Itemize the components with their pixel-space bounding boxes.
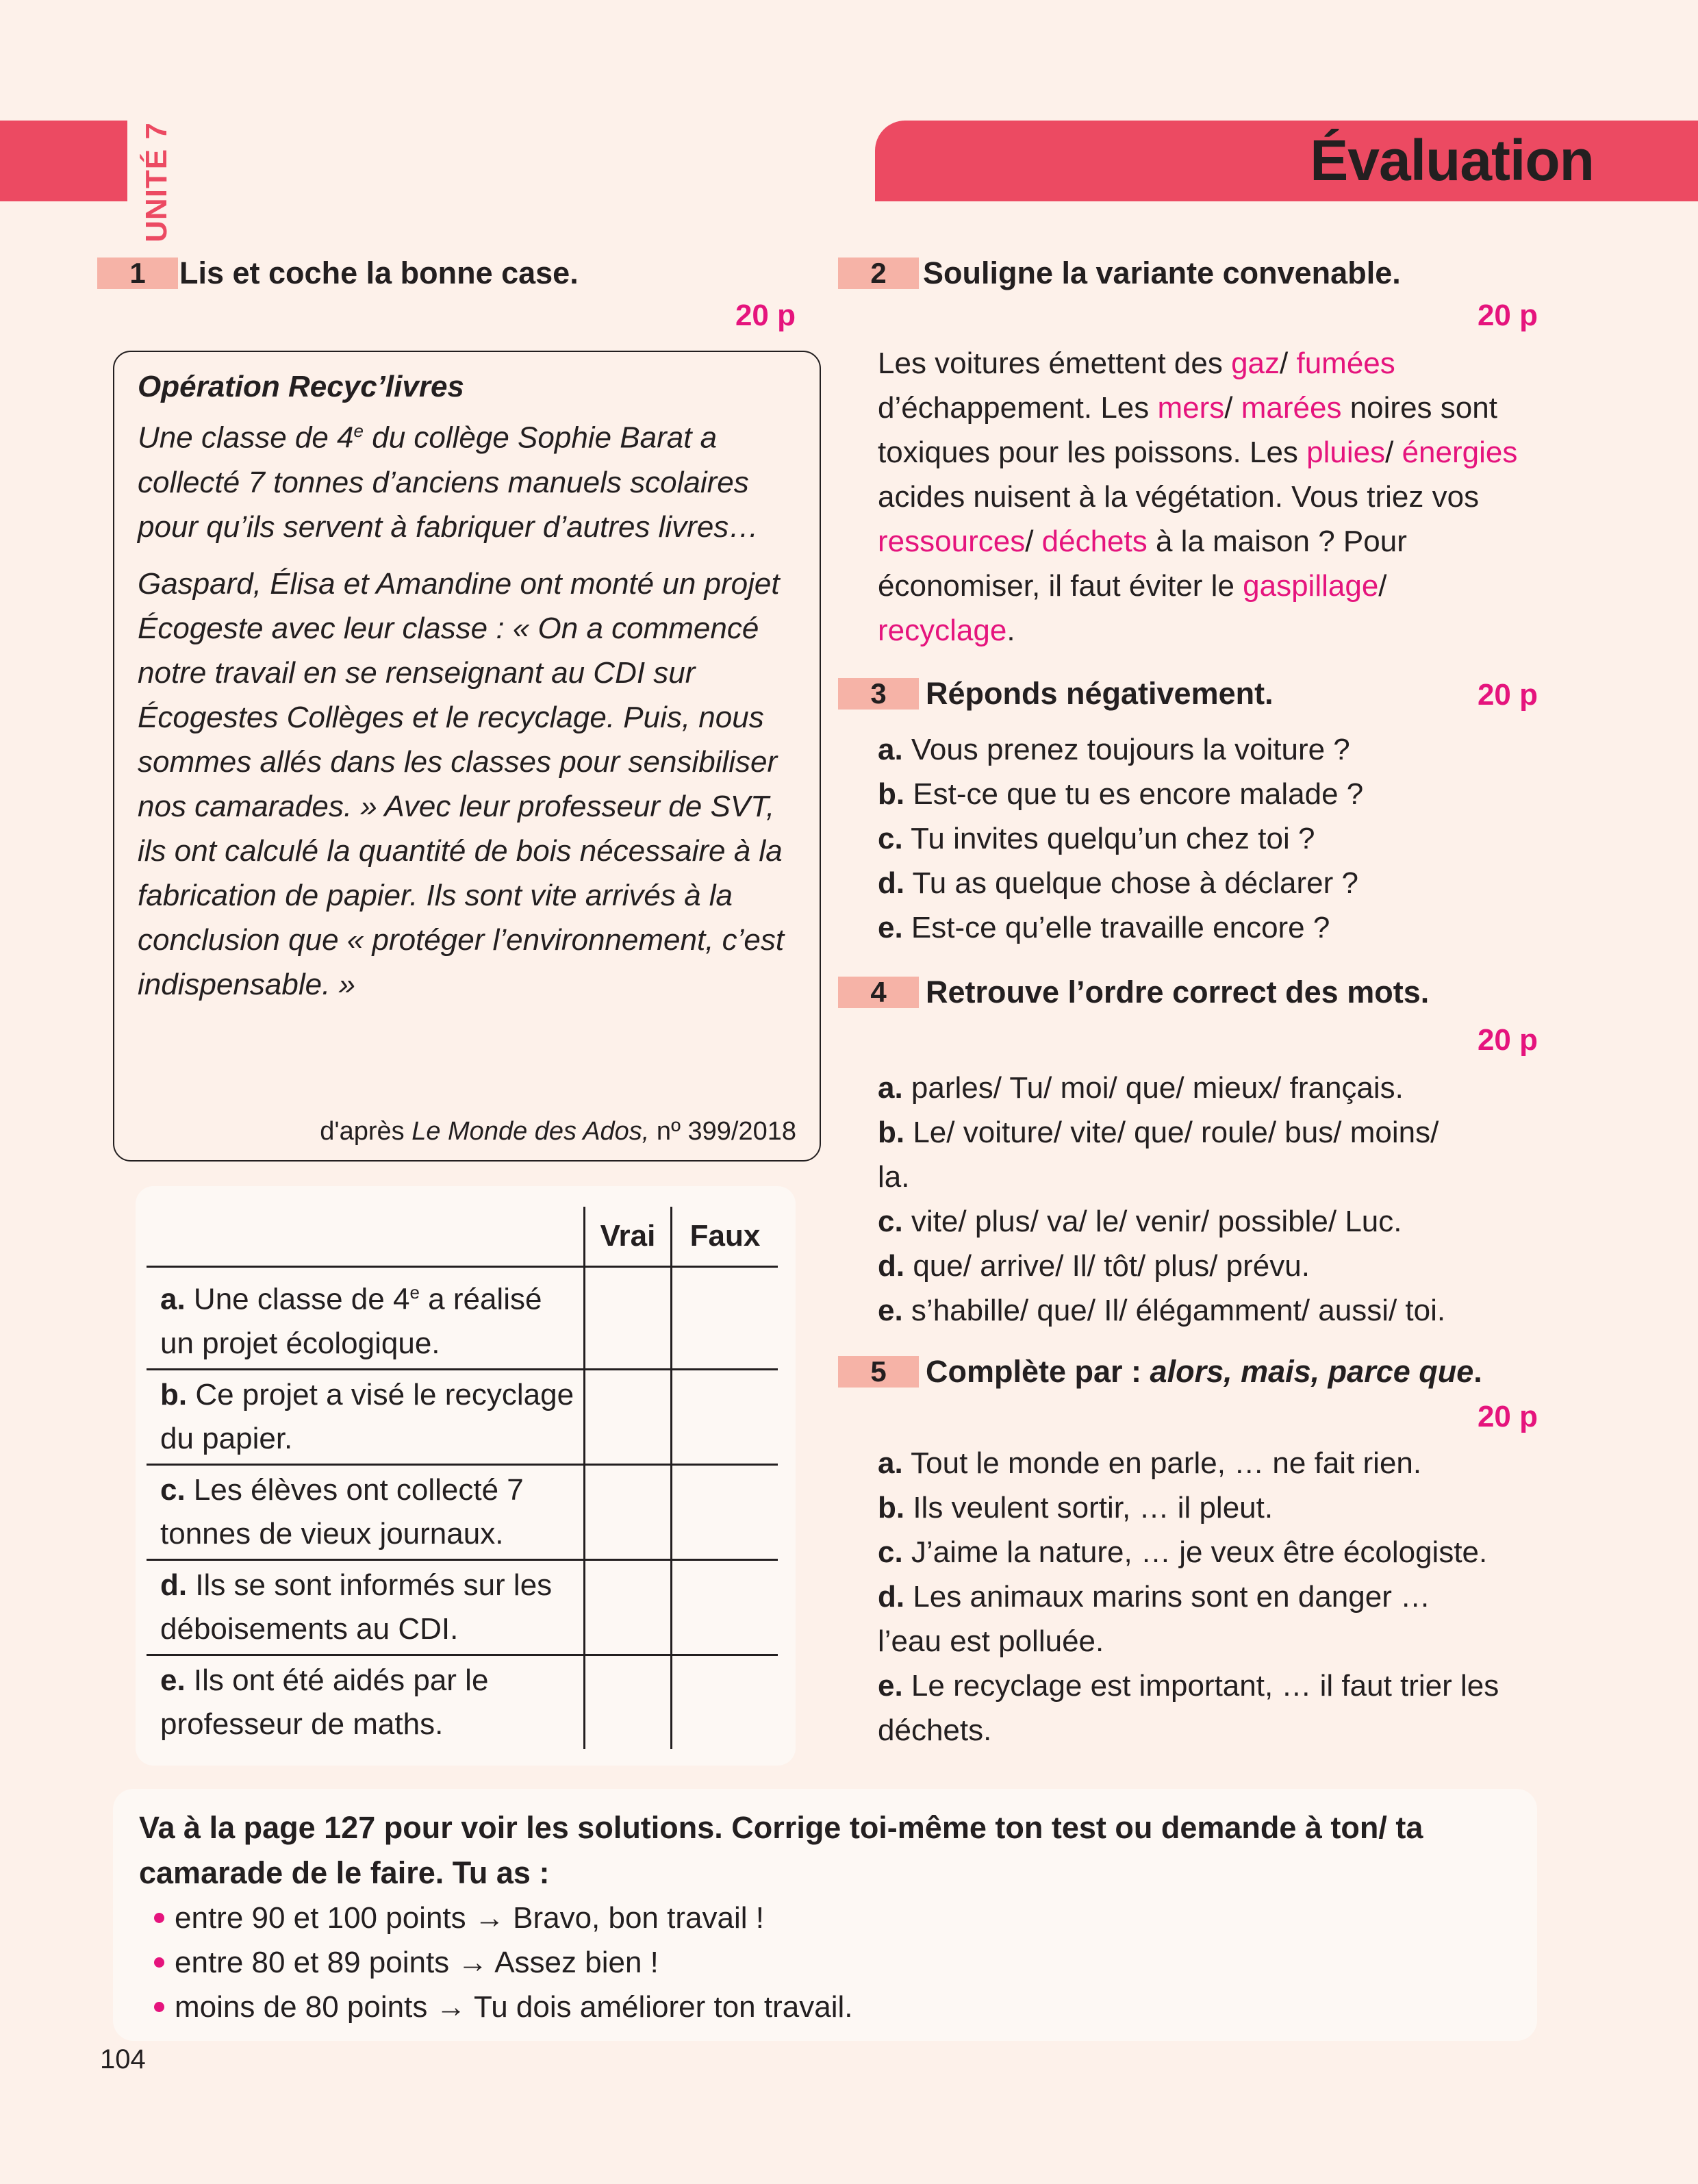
ex1-number: 1 bbox=[97, 258, 178, 289]
list-item: entre 80 et 89 points → Assez bien ! bbox=[175, 1940, 852, 1985]
option-mers[interactable]: mers bbox=[1157, 391, 1225, 425]
option-gaspillage[interactable]: gaspillage bbox=[1243, 569, 1379, 603]
list-item: moins de 80 points → Tu dois améliorer ton travail. bbox=[175, 1985, 852, 2029]
list-item: b. Est-ce que tu es encore malade ? bbox=[878, 777, 1364, 811]
table-row bbox=[147, 1655, 778, 1749]
option-recyclage[interactable]: recyclage bbox=[878, 614, 1007, 647]
list-item: a. Tout le monde en parle, … ne fait rien. bbox=[878, 1446, 1422, 1480]
list-item: c. J’aime la nature, … je veux être écologiste. bbox=[878, 1535, 1488, 1569]
ex1-title: Lis et coche la bonne case. bbox=[179, 255, 579, 290]
option-pluies[interactable]: pluies bbox=[1306, 436, 1386, 469]
statement-b: b. Ce projet a visé le recyclage du papier. bbox=[147, 1369, 585, 1464]
checkbox-faux-c[interactable] bbox=[672, 1464, 778, 1559]
ex4-title: Retrouve l’ordre correct des mots. bbox=[926, 975, 1430, 1009]
checkbox-faux-b[interactable] bbox=[672, 1369, 778, 1464]
solutions-intro: Va à la page 127 pour voir les solutions. Corrige toi-même ton test ou demande à ton/ ta camarade de le faire. Tu as : bbox=[139, 1810, 1423, 1890]
list-item: entre 90 et 100 points → Bravo, bon travail ! bbox=[175, 1896, 852, 1940]
ex2-number: 2 bbox=[838, 258, 919, 289]
ex4-points: 20 p bbox=[1477, 1023, 1538, 1057]
ex2-title: Souligne la variante convenable. bbox=[923, 255, 1401, 290]
ex3-list bbox=[878, 727, 1521, 950]
true-false-table bbox=[147, 1207, 778, 1749]
option-fumees[interactable]: fumées bbox=[1296, 347, 1395, 380]
statement-e: e. Ils ont été aidés par le professeur de maths. bbox=[160, 1663, 489, 1741]
checkbox-faux-a[interactable] bbox=[672, 1267, 778, 1370]
checkbox-vrai-a[interactable] bbox=[585, 1267, 672, 1370]
reading-title: Opération Recyc’livres bbox=[138, 370, 464, 403]
list-item: d. Tu as quelque chose à déclarer ? bbox=[878, 866, 1358, 900]
list-item: b. Ils veulent sortir, … il pleut. bbox=[878, 1491, 1274, 1524]
table-row bbox=[147, 1369, 778, 1464]
statement-d: d. Ils se sont informés sur les déboisements au CDI. bbox=[147, 1559, 585, 1655]
list-item: a. Vous prenez toujours la voiture ? bbox=[878, 733, 1350, 766]
checkbox-vrai-e[interactable] bbox=[585, 1655, 672, 1749]
score-list bbox=[175, 1896, 852, 2029]
col-vrai: Vrai bbox=[585, 1207, 672, 1267]
ex5-points: 20 p bbox=[1477, 1400, 1538, 1433]
ex5-number: 5 bbox=[838, 1356, 919, 1388]
page-number: 104 bbox=[100, 2044, 146, 2074]
unit-label: UNITÉ 7 bbox=[140, 122, 173, 242]
option-gaz[interactable]: gaz bbox=[1231, 347, 1280, 380]
option-marees[interactable]: marées bbox=[1241, 391, 1342, 425]
list-item: e. Le recyclage est important, … il faut trier les déchets. bbox=[878, 1669, 1499, 1747]
ex2-text: Les voitures émettent des gaz/ fumées d’échappement. Les mers/ marées noires sont toxiques pour les poissons. Les pluies/ énergies acides nuisent à la végétation. Vous triez vos ressources/ déchets à la maison ? Pour économiser, il faut éviter le gaspillage/ recyclage. bbox=[878, 347, 1518, 647]
ex2-points: 20 p bbox=[1477, 299, 1538, 332]
reading-paragraph-1: Une classe de 4e du collège Sophie Barat a collecté 7 tonnes d’anciens manuels scolaires pour qu’ils servent à fabriquer d’autres livres… bbox=[138, 421, 759, 544]
statement-a: a. Une classe de 4e a réalisé un projet écologique. bbox=[147, 1267, 585, 1370]
ex2-heading bbox=[838, 255, 1536, 290]
solutions-card bbox=[113, 1789, 1537, 2041]
list-item: b. Le/ voiture/ vite/ que/ roule/ bus/ moins/ la. bbox=[878, 1116, 1439, 1194]
table-row bbox=[147, 1464, 778, 1559]
section-title: Évaluation bbox=[1310, 128, 1594, 192]
checkbox-vrai-b[interactable] bbox=[585, 1369, 672, 1464]
ex1-points: 20 p bbox=[735, 299, 796, 332]
reading-text-box bbox=[113, 351, 821, 1162]
list-item: d. que/ arrive/ Il/ tôt/ plus/ prévu. bbox=[878, 1249, 1310, 1283]
list-item: c. vite/ plus/ va/ le/ venir/ possible/ Luc. bbox=[878, 1205, 1402, 1238]
table-row bbox=[147, 1267, 778, 1370]
checkbox-faux-e[interactable] bbox=[672, 1655, 778, 1749]
table-row bbox=[147, 1559, 778, 1655]
list-item: e. s’habille/ que/ Il/ élégamment/ aussi/ toi. bbox=[878, 1294, 1446, 1327]
ex5-title: Complète par : alors, mais, parce que. bbox=[926, 1354, 1482, 1389]
checkbox-faux-d[interactable] bbox=[672, 1559, 778, 1655]
option-ressources[interactable]: ressources bbox=[878, 525, 1026, 558]
ex3-points: 20 p bbox=[1477, 678, 1538, 712]
list-item: a. parles/ Tu/ moi/ que/ mieux/ français. bbox=[878, 1071, 1404, 1105]
checkbox-vrai-c[interactable] bbox=[585, 1464, 672, 1559]
option-dechets[interactable]: déchets bbox=[1041, 525, 1148, 558]
checkbox-vrai-d[interactable] bbox=[585, 1559, 672, 1655]
header-band-left bbox=[0, 121, 127, 201]
ex4-list bbox=[878, 1066, 1535, 1333]
reading-source: d'après Le Monde des Ados, nº 399/2018 bbox=[320, 1117, 796, 1146]
list-item: d. Les animaux marins sont en danger … l’eau est polluée. bbox=[878, 1580, 1431, 1658]
true-false-card bbox=[136, 1186, 796, 1766]
ex5-list bbox=[878, 1441, 1521, 1753]
col-faux: Faux bbox=[672, 1207, 778, 1267]
option-energies[interactable]: énergies bbox=[1402, 436, 1518, 469]
list-item: e. Est-ce qu’elle travaille encore ? bbox=[878, 911, 1330, 944]
ex3-title: Réponds négativement. bbox=[926, 676, 1274, 711]
ex3-number: 3 bbox=[838, 678, 919, 710]
ex5-heading bbox=[838, 1356, 1536, 1388]
ex3-heading bbox=[838, 678, 1536, 710]
ex4-number: 4 bbox=[838, 977, 919, 1008]
list-item: c. Tu invites quelqu’un chez toi ? bbox=[878, 822, 1315, 855]
ex4-heading bbox=[838, 977, 1536, 1008]
reading-paragraph-2: Gaspard, Élisa et Amandine ont monté un projet Écogeste avec leur classe : « On a commencé notre travail en se renseignant au CDI sur Écogestes Collèges et le recyclage. Puis, nous sommes allés dans les classes pour sensibiliser nos camarades. » Avec leur professeur de SVT, ils ont calculé la quantité de bois nécessaire à la fabrication de papier. Ils sont vite arrivés à la conclusion que « protéger l’environnement, c’est indispensable. » bbox=[138, 566, 785, 1001]
statement-c: c. Les élèves ont collecté 7 tonnes de vieux journaux. bbox=[147, 1464, 585, 1559]
ex1-heading bbox=[97, 255, 796, 290]
